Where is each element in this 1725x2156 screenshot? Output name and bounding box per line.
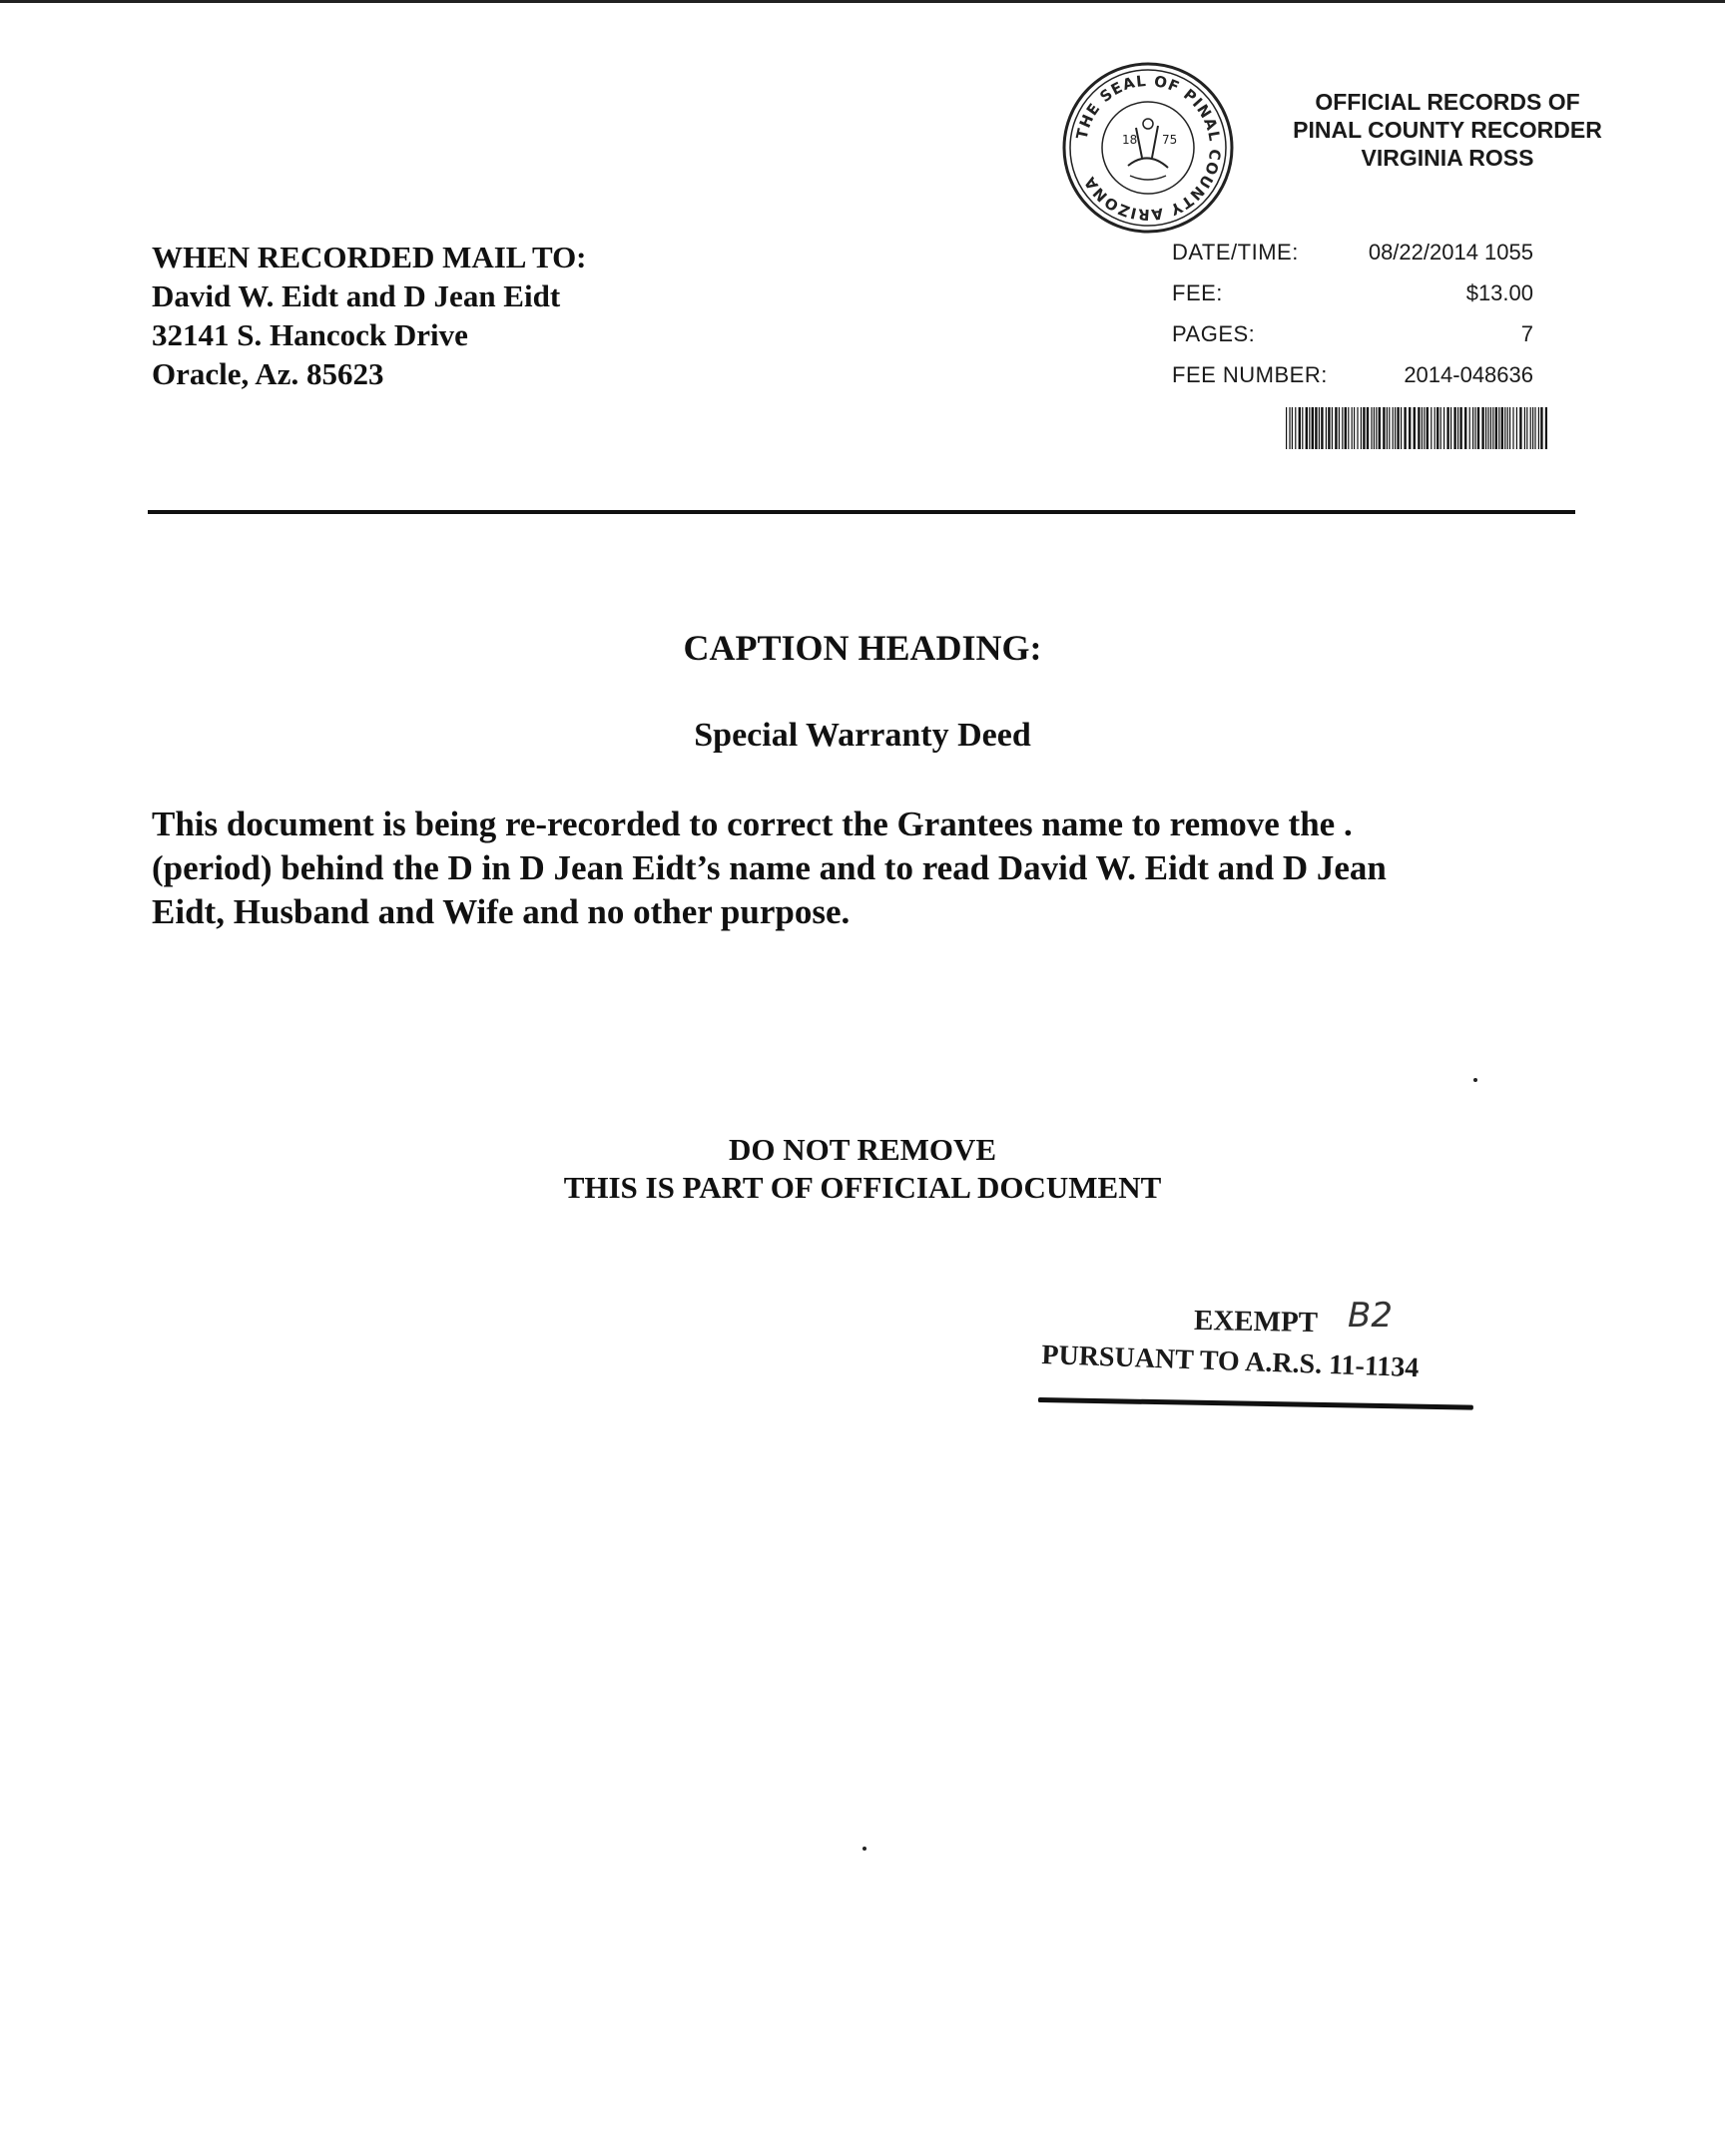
barcode-bar (1501, 407, 1503, 449)
recording-info (1172, 240, 1533, 403)
scan-speck (862, 1847, 866, 1851)
info-value: $13.00 (1465, 280, 1533, 305)
barcode-bar (1383, 407, 1385, 449)
barcode-bar (1367, 407, 1369, 449)
top-border (0, 0, 1725, 3)
barcode-bar (1495, 407, 1497, 449)
barcode-bar (1395, 407, 1396, 449)
barcode-bar (1374, 407, 1375, 449)
barcode-bar (1379, 407, 1381, 449)
barcode-bar (1516, 407, 1517, 449)
barcode-bar (1472, 407, 1473, 449)
mail-to-city: Oracle, Az. 85623 (152, 356, 384, 391)
barcode-bar (1321, 407, 1323, 449)
body-line: (period) behind the D in D Jean Eidt’s name and to read David W. Eidt and D Jean (152, 848, 1387, 887)
stamp-handwritten-code: B2 (1348, 1296, 1393, 1336)
barcode-bar (1481, 407, 1483, 449)
barcode-bar (1345, 407, 1347, 449)
barcode-bar (1545, 407, 1547, 449)
barcode-bar (1492, 407, 1493, 449)
info-row-fee (1172, 280, 1533, 321)
barcode-bar (1540, 407, 1542, 449)
stamp-underline (1038, 1397, 1473, 1410)
barcode-bar (1286, 407, 1287, 449)
barcode-bar (1352, 407, 1353, 449)
barcode-bar (1289, 407, 1290, 449)
stamp-pursuant-text: PURSUANT TO A.R.S. 11-1134 (1040, 1340, 1420, 1384)
info-value: 7 (1520, 321, 1533, 346)
barcode-bar (1469, 407, 1470, 449)
barcode-bar (1292, 407, 1293, 449)
barcode-bar (1519, 407, 1521, 449)
barcode-bar (1404, 407, 1406, 449)
document-title: Special Warranty Deed (694, 717, 1031, 754)
barcode-bar (1302, 407, 1303, 449)
barcode-bar (1509, 407, 1510, 449)
mail-to-name: David W. Eidt and D Jean Eidt (152, 278, 561, 313)
exempt-stamp (1038, 1298, 1497, 1437)
barcode-bar (1328, 407, 1330, 449)
barcode-bar (1485, 407, 1486, 449)
barcode-bar (1387, 407, 1388, 449)
recorder-line-3: VIRGINIA ROSS (1361, 145, 1534, 171)
mail-to-block (152, 238, 587, 393)
barcode-bar (1512, 407, 1513, 449)
barcode-bar (1424, 407, 1425, 449)
info-value: 2014-048636 (1404, 362, 1533, 387)
barcode-bar (1357, 407, 1358, 449)
barcode-bar (1295, 407, 1296, 449)
mail-to-heading: WHEN RECORDED MAIL TO: (152, 240, 587, 274)
barcode-bar (1315, 407, 1317, 449)
barcode-bar (1422, 407, 1423, 449)
county-seal (1058, 58, 1238, 238)
barcode-bar (1487, 407, 1488, 449)
barcode-bar (1335, 407, 1337, 449)
info-label: FEE NUMBER: (1172, 362, 1328, 387)
barcode-bar (1538, 407, 1539, 449)
body-line: This document is being re-recorded to correct the Grantees name to remove the . (152, 805, 1353, 843)
barcode-bar (1393, 407, 1394, 449)
barcode-bar (1418, 407, 1420, 449)
info-label: FEE: (1172, 280, 1223, 305)
barcode-bar (1376, 407, 1377, 449)
barcode-bar (1435, 407, 1436, 449)
barcode-bar (1459, 407, 1461, 449)
svg-text:18: 18 (1122, 133, 1138, 147)
barcode-bar (1361, 407, 1362, 449)
info-value: 08/22/2014 1055 (1368, 240, 1533, 265)
barcode-bar (1526, 407, 1527, 449)
barcode-bar (1342, 407, 1343, 449)
barcode-bar (1371, 407, 1372, 449)
info-row-datetime (1172, 240, 1533, 280)
barcode (1286, 407, 1547, 449)
info-row-pages (1172, 321, 1533, 362)
barcode-bar (1477, 407, 1479, 449)
barcode-bar (1409, 407, 1411, 449)
info-row-fee-number (1172, 362, 1533, 403)
barcode-bar (1464, 407, 1466, 449)
barcode-bar (1401, 407, 1402, 449)
do-not-remove-notice (0, 1131, 1725, 1207)
barcode-bar (1326, 407, 1327, 449)
barcode-bar (1534, 407, 1535, 449)
barcode-bar (1446, 407, 1448, 449)
barcode-bar (1389, 407, 1390, 449)
body-line: Eidt, Husband and Wife and no other purpose. (152, 892, 851, 931)
barcode-bar (1397, 407, 1399, 449)
scan-speck (1473, 1078, 1477, 1082)
recorder-line-2: PINAL COUNTY RECORDER (1293, 117, 1602, 143)
barcode-bar (1507, 407, 1508, 449)
barcode-bar (1498, 407, 1499, 449)
barcode-bar (1319, 407, 1320, 449)
recorder-line-1: OFFICIAL RECORDS OF (1315, 89, 1580, 115)
barcode-bar (1450, 407, 1451, 449)
barcode-bar (1309, 407, 1310, 449)
barcode-bar (1437, 407, 1438, 449)
recorder-header (1248, 88, 1647, 172)
barcode-bar (1339, 407, 1340, 449)
barcode-bar (1431, 407, 1432, 449)
barcode-bar (1332, 407, 1333, 449)
stamp-exempt-label: EXEMPT (1193, 1304, 1319, 1340)
barcode-bar (1427, 407, 1429, 449)
barcode-bar (1457, 407, 1458, 449)
barcode-bar (1414, 407, 1416, 449)
notice-line-1: DO NOT REMOVE (728, 1132, 997, 1167)
caption-heading: CAPTION HEADING: (683, 628, 1042, 668)
mail-to-street: 32141 S. Hancock Drive (152, 317, 468, 352)
barcode-bar (1299, 407, 1301, 449)
barcode-bar (1440, 407, 1441, 449)
barcode-bar (1532, 407, 1533, 449)
svg-text:THE SEAL OF PINAL COUNTY ARIZO: THE SEAL OF PINAL COUNTY ARIZONA (1072, 71, 1225, 225)
barcode-bar (1306, 407, 1308, 449)
barcode-bar (1312, 407, 1314, 449)
info-label: DATE/TIME: (1172, 240, 1299, 265)
body-paragraph (152, 803, 1569, 934)
barcode-bar (1348, 407, 1349, 449)
barcode-bar (1354, 407, 1355, 449)
notice-line-2: THIS IS PART OF OFFICIAL DOCUMENT (563, 1170, 1162, 1205)
barcode-bar (1504, 407, 1505, 449)
barcode-bar (1530, 407, 1531, 449)
barcode-bar (1453, 407, 1455, 449)
info-label: PAGES: (1172, 321, 1256, 346)
svg-text:75: 75 (1162, 133, 1178, 147)
barcode-bar (1524, 407, 1525, 449)
barcode-bar (1490, 407, 1491, 449)
barcode-bar (1474, 407, 1475, 449)
barcode-bar (1363, 407, 1365, 449)
header-divider (148, 510, 1575, 514)
barcode-bar (1443, 407, 1444, 449)
